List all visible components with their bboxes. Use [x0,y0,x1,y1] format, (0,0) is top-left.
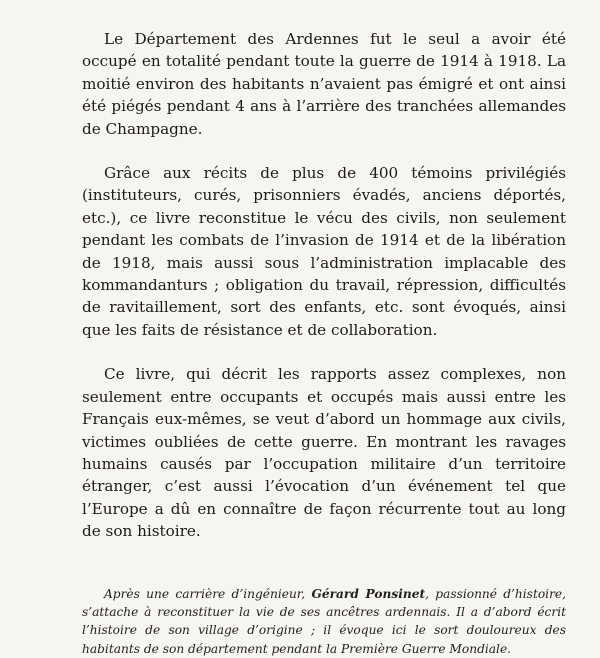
author-bio-rest: , passionné d’histoire, s’attache à reconstituer la vie de ses ancêtres ardennais. Il a d’abord écrit l’histoire de son village d’origine ; il évoque ici le sort douloureux des habitants de son département pendant la Première Guerre Mondiale. [82,586,566,656]
author-name: Gérard Ponsinet [311,586,426,601]
paragraph-tribute: Ce livre, qui décrit les rapports assez complexes, non seulement entre occupants et occupés mais aussi entre les Français eux-mêmes, se veut d’abord un hommage aux civils, victimes oubliées de cette guerre. En montrant les ravages humains causés par l’occupation militaire d’un territoire étranger, c’est aussi l’évocation d’un événement tel que l’Europe a dû en connaître de façon récurrente tout au long de son histoire. [82,365,566,541]
paragraph-occupation: Le Département des Ardennes fut le seul a avoir été occupé en totalité pendant toute la guerre de 1914 à 1918. La moitié environ des habitants n’avaient pas émigré et ont ainsi été piégés pendant 4 ans à l’arrière des tranchées allemandes de Champagne. [82,30,566,138]
paragraph-testimonies: Grâce aux récits de plus de 400 témoins privilégiés (instituteurs, curés, prisonniers évadés, anciens déportés, etc.), ce livre reconstitue le vécu des civils, non seulement pendant les combats de l’invasion de 1914 et de la libération de 1918, mais aussi sous l’administration implacable des kommandanturs ; obligation du travail, répression, difficultés de ravitaillement, sort des enfants, etc. sont évoqués, ainsi que les faits de résistance et de collaboration. [82,164,566,339]
author-bio [82,585,566,658]
author-bio-intro: Après une carrière d’ingénieur, [104,586,312,601]
